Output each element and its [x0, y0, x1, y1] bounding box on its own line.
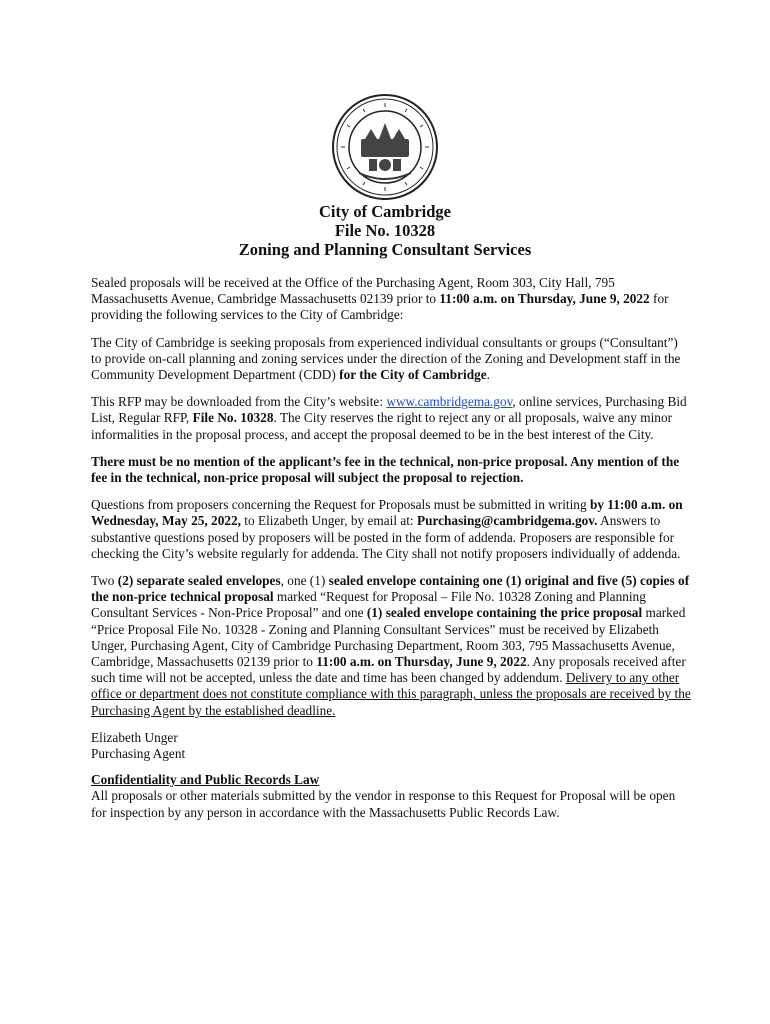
- paragraph-sealed-proposals: Sealed proposals will be received at the Office of the Purchasing Agent, Room 303, City Hall, 795 Massachusetts Avenue, Cambridge Massachusetts 02139 prior to 11:00 a.m. on Thursday, June 9, 2022 for providing the following services to the City of Cambridge:: [91, 275, 669, 323]
- signature-name: Elizabeth Unger: [91, 729, 178, 745]
- paragraph-fee-warning: There must be no mention of the applicant’s fee in the technical, non-price proposal. Any mention of the fee in the technical, non-price proposal will subject the proposal to rejection.: [91, 453, 680, 486]
- paragraph-download-rfp: This RFP may be downloaded from the City’s website: www.cambridgema.gov, online services, Purchasing Bid List, Regular RFP, File No. 10328. The City reserves the right to reject any or all proposals, waive any minor informalities in the proposal process, and accept the proposal deemed to be in the best interest of the City.: [91, 394, 687, 442]
- document-title-block: [0, 202, 770, 259]
- signature-block: [91, 730, 691, 762]
- signature-role: Purchasing Agent: [91, 746, 186, 762]
- document-body: [91, 275, 691, 821]
- confidentiality-text: All proposals or other materials submitted by the vendor in response to this Request for Proposal will be open for inspection by any person in accordance with the Massachusetts Public Records Law.: [91, 788, 676, 820]
- title-services: Zoning and Planning Consultant Services: [238, 240, 532, 259]
- website-link[interactable]: www.cambridgema.gov: [386, 394, 513, 410]
- title-file-number: File No. 10328: [334, 221, 436, 240]
- city-seal-icon: [331, 93, 439, 201]
- confidentiality-heading: Confidentiality and Public Records Law: [91, 772, 320, 788]
- confidentiality-section: [91, 772, 691, 821]
- paragraph-questions: Questions from proposers concerning the Request for Proposals must be submitted in writing by 11:00 a.m. on Wednesday, May 25, 2022, to Elizabeth Unger, by email at: Purchasing@cambridgema.gov. Answers to substantive questions posed by proposers will be posted in the form of addenda. Proposers are responsible for checking the City’s website regularly for addenda. The City shall not notify proposers individually of addenda.: [91, 497, 683, 561]
- title-city: City of Cambridge: [319, 202, 451, 221]
- purchasing-email: Purchasing@cambridgema.gov.: [416, 513, 598, 529]
- paragraph-envelopes: Two (2) separate sealed envelopes, one (1) sealed envelope containing one (1) original and five (5) copies of the non-price technical proposal marked “Request for Proposal – File No. 10328 Zoning and Planning Consultant Services - Non-Price Proposal” and one (1) sealed envelope containing the price proposal marked “Price Proposal File No. 10328 - Zoning and Planning Consultant Services” must be received by Elizabeth Unger, Purchasing Agent, City of Cambridge Purchasing Department, Room 303, 795 Massachusetts Avenue, Cambridge, Massachusetts 02139 prior to 11:00 a.m. on Thursday, June 9, 2022. Any proposals received after such time will not be accepted, unless the date and time has been changed by addendum. Delivery to any other office or department does not constitute compliance with this paragraph, unless the proposals are received by the Purchasing Agent by the established deadline.: [91, 573, 691, 718]
- paragraph-seeking-proposals: The City of Cambridge is seeking proposals from experienced individual consultants or groups (“Consultant”) to provide on-call planning and zoning services under the direction of the Zoning and Development staff in the Community Development Department (CDD) for the City of Cambridge.: [91, 334, 681, 383]
